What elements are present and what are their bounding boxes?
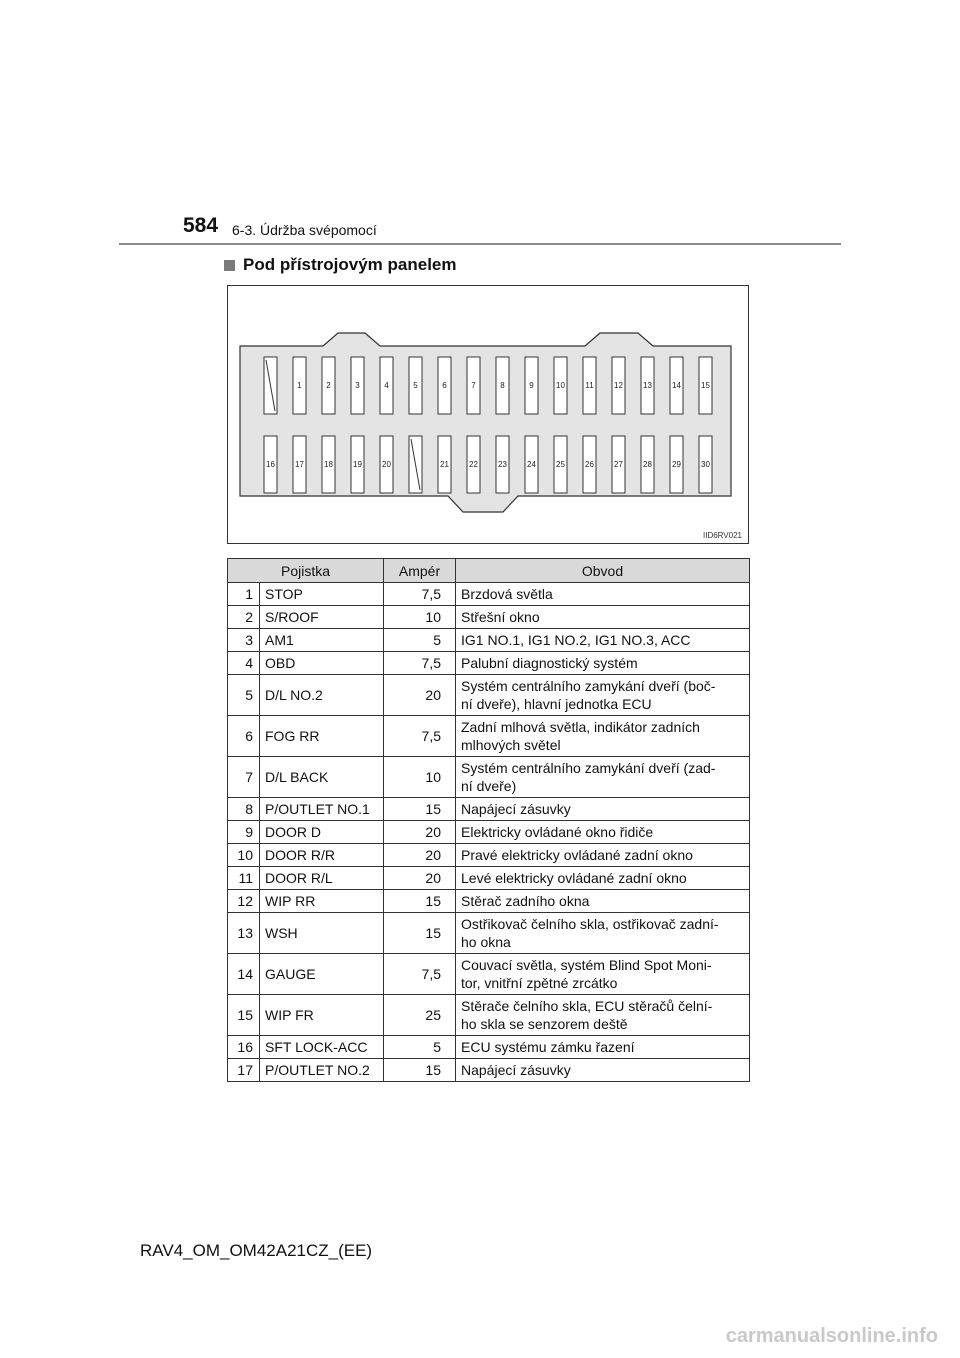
fuse-box-outline (240, 333, 731, 512)
circuit-line: ní dveře), hlavní jednotka ECU (461, 696, 652, 712)
fuse-slot-number: 12 (614, 381, 623, 390)
fuse-circuit (456, 716, 750, 757)
fuse-circuit (456, 867, 750, 890)
fuse-circuit (456, 1059, 750, 1082)
table-row (228, 675, 750, 716)
page-number: 584 (183, 214, 219, 237)
fuse-number: 3 (228, 629, 260, 652)
fuse-number: 14 (228, 954, 260, 995)
fuse-slot-number: 28 (643, 460, 652, 469)
fuse-slot-number: 13 (643, 381, 652, 390)
fuse-amperage: 15 (384, 1059, 456, 1082)
table-row (228, 629, 750, 652)
circuit-line: ECU systému zámku řazení (461, 1039, 635, 1055)
fuse-circuit (456, 629, 750, 652)
fuse-slot-number: 17 (295, 460, 304, 469)
fuse-amperage: 7,5 (384, 583, 456, 606)
circuit-line: tor, vnitřní zpětné zrcátko (461, 975, 618, 991)
fuse-circuit (456, 757, 750, 798)
fuse-name: FOG RR (260, 716, 384, 757)
circuit-line: Systém centrálního zamykání dveří (boč- (461, 678, 716, 694)
circuit-line: Levé elektricky ovládané zadní okno (461, 870, 687, 886)
fuse-name: WIP FR (260, 995, 384, 1036)
column-header-amp: Ampér (384, 559, 456, 583)
fuse-circuit (456, 890, 750, 913)
circuit-line: Střešní okno (461, 609, 540, 625)
fuse-amperage: 20 (384, 867, 456, 890)
square-bullet-icon (224, 260, 235, 271)
circuit-line: Elektricky ovládané okno řidiče (461, 824, 654, 840)
fuse-name: AM1 (260, 629, 384, 652)
table-header-row (228, 559, 750, 583)
fuse-number: 16 (228, 1036, 260, 1059)
fuse-name: S/ROOF (260, 606, 384, 629)
fuse-slot-number: 25 (556, 460, 565, 469)
table-row (228, 913, 750, 954)
fuse-slot-number: 20 (382, 460, 391, 469)
fuse-name: DOOR R/R (260, 844, 384, 867)
fuse-name: P/OUTLET NO.2 (260, 1059, 384, 1082)
fuse-number: 1 (228, 583, 260, 606)
fuse-name: P/OUTLET NO.1 (260, 798, 384, 821)
table-row (228, 844, 750, 867)
fuse-amperage: 15 (384, 913, 456, 954)
fuse-circuit (456, 954, 750, 995)
fuse-amperage: 20 (384, 844, 456, 867)
circuit-line: Napájecí zásuvky (461, 1062, 571, 1078)
fuse-amperage: 25 (384, 995, 456, 1036)
fuse-slot-number: 18 (324, 460, 333, 469)
circuit-line: Systém centrálního zamykání dveří (zad- (461, 760, 716, 776)
table-row (228, 798, 750, 821)
fuse-slot-number: 21 (440, 460, 449, 469)
fuse-slot-number: 16 (266, 460, 275, 469)
fuse-slot-number: 15 (701, 381, 710, 390)
fuse-amperage: 15 (384, 890, 456, 913)
fuse-name: DOOR R/L (260, 867, 384, 890)
fuse-slot-number: 3 (355, 381, 360, 390)
fuse-name: WSH (260, 913, 384, 954)
circuit-line: Stěrače čelního skla, ECU stěračů čelní- (461, 998, 713, 1014)
circuit-line: Pravé elektricky ovládané zadní okno (461, 847, 693, 863)
fuse-circuit (456, 913, 750, 954)
circuit-line: Napájecí zásuvky (461, 801, 571, 817)
circuit-line: IG1 NO.1, IG1 NO.2, IG1 NO.3, ACC (461, 632, 691, 648)
section-heading (224, 255, 457, 275)
fuse-number: 5 (228, 675, 260, 716)
circuit-line: Brzdová světla (461, 586, 553, 602)
fuse-number: 7 (228, 757, 260, 798)
circuit-line: mlhových světel (461, 737, 561, 753)
column-header-circuit: Obvod (456, 559, 750, 583)
chapter-title: 6-3. Údržba svépomocí (232, 222, 377, 238)
fuse-slot-number: 19 (353, 460, 362, 469)
circuit-line: Couvací světla, systém Blind Spot Moni- (461, 957, 712, 973)
fuse-box-diagram (227, 285, 749, 544)
fuse-amperage: 20 (384, 675, 456, 716)
fuse-number: 10 (228, 844, 260, 867)
fuse-name: WIP RR (260, 890, 384, 913)
table-row (228, 890, 750, 913)
fuse-slot-number: 9 (529, 381, 534, 390)
circuit-line: Palubní diagnostický systém (461, 655, 638, 671)
fuse-circuit (456, 995, 750, 1036)
fuse-number: 4 (228, 652, 260, 675)
fuse-slot-number: 14 (672, 381, 681, 390)
fuse-slot-number: 2 (326, 381, 331, 390)
circuit-line: Stěrač zadního okna (461, 893, 590, 909)
table-row (228, 583, 750, 606)
fuse-slot-number: 6 (442, 381, 447, 390)
document-id: RAV4_OM_OM42A21CZ_(EE) (140, 1241, 373, 1260)
fuse-number: 6 (228, 716, 260, 757)
fuse-table (227, 558, 750, 1082)
fuse-name: DOOR D (260, 821, 384, 844)
fuse-slot-number: 26 (585, 460, 594, 469)
fuse-circuit (456, 1036, 750, 1059)
fuse-name: GAUGE (260, 954, 384, 995)
fuse-name: OBD (260, 652, 384, 675)
circuit-line: Zadní mlhová světla, indikátor zadních (461, 719, 700, 735)
circuit-line: ho skla se senzorem deště (461, 1016, 628, 1032)
fuse-number: 11 (228, 867, 260, 890)
fuse-slot-number: 8 (500, 381, 505, 390)
table-row (228, 652, 750, 675)
fuse-slot-number: 1 (297, 381, 302, 390)
table-row (228, 995, 750, 1036)
fuse-name: D/L NO.2 (260, 675, 384, 716)
header-divider (119, 243, 841, 245)
fuse-amperage: 5 (384, 1036, 456, 1059)
fuse-number: 12 (228, 890, 260, 913)
table-row (228, 757, 750, 798)
fuse-number: 13 (228, 913, 260, 954)
fuse-number: 2 (228, 606, 260, 629)
table-row (228, 954, 750, 995)
fuse-name: STOP (260, 583, 384, 606)
fuse-name: D/L BACK (260, 757, 384, 798)
fuse-circuit (456, 844, 750, 867)
fuse-slot-number: 23 (498, 460, 507, 469)
fuse-amperage: 15 (384, 798, 456, 821)
table-row (228, 821, 750, 844)
table-row (228, 1059, 750, 1082)
fuse-slot-number: 22 (469, 460, 478, 469)
fuse-circuit (456, 606, 750, 629)
fuse-slot-number: 29 (672, 460, 681, 469)
fuse-name: SFT LOCK-ACC (260, 1036, 384, 1059)
fuse-circuit (456, 675, 750, 716)
fuse-circuit (456, 821, 750, 844)
section-title: Pod přístrojovým panelem (243, 255, 457, 274)
fuse-amperage: 10 (384, 606, 456, 629)
fuse-amperage: 10 (384, 757, 456, 798)
fuse-circuit (456, 652, 750, 675)
fuse-slot-number: 7 (471, 381, 476, 390)
fuse-slot-number: 11 (585, 381, 594, 390)
fuse-amperage: 20 (384, 821, 456, 844)
fuse-amperage: 5 (384, 629, 456, 652)
table-row (228, 867, 750, 890)
fuse-slot-number: 30 (701, 460, 710, 469)
fuse-amperage: 7,5 (384, 716, 456, 757)
circuit-line: Ostřikovač čelního skla, ostřikovač zadní- (461, 916, 719, 932)
table-row (228, 1036, 750, 1059)
table-row (228, 606, 750, 629)
fuse-slot-number: 4 (384, 381, 389, 390)
fuse-number: 15 (228, 995, 260, 1036)
table-row (228, 716, 750, 757)
fuse-slot-number: 10 (556, 381, 565, 390)
fuse-slot-number: 5 (413, 381, 418, 390)
fuse-slot-number: 27 (614, 460, 623, 469)
fuse-number: 8 (228, 798, 260, 821)
fuse-circuit (456, 583, 750, 606)
fuse-amperage: 7,5 (384, 954, 456, 995)
circuit-line: ní dveře) (461, 778, 517, 794)
fuse-circuit (456, 798, 750, 821)
fuse-slot-number: 24 (527, 460, 536, 469)
figure-code: IID6RV021 (703, 531, 742, 540)
fuse-number: 9 (228, 821, 260, 844)
fuse-box-drawing (228, 286, 748, 543)
circuit-line: ho okna (461, 934, 511, 950)
fuse-amperage: 7,5 (384, 652, 456, 675)
column-header-fuse: Pojistka (228, 559, 384, 583)
fuse-number: 17 (228, 1059, 260, 1082)
watermark: carmanualsonline.info (725, 1325, 938, 1347)
